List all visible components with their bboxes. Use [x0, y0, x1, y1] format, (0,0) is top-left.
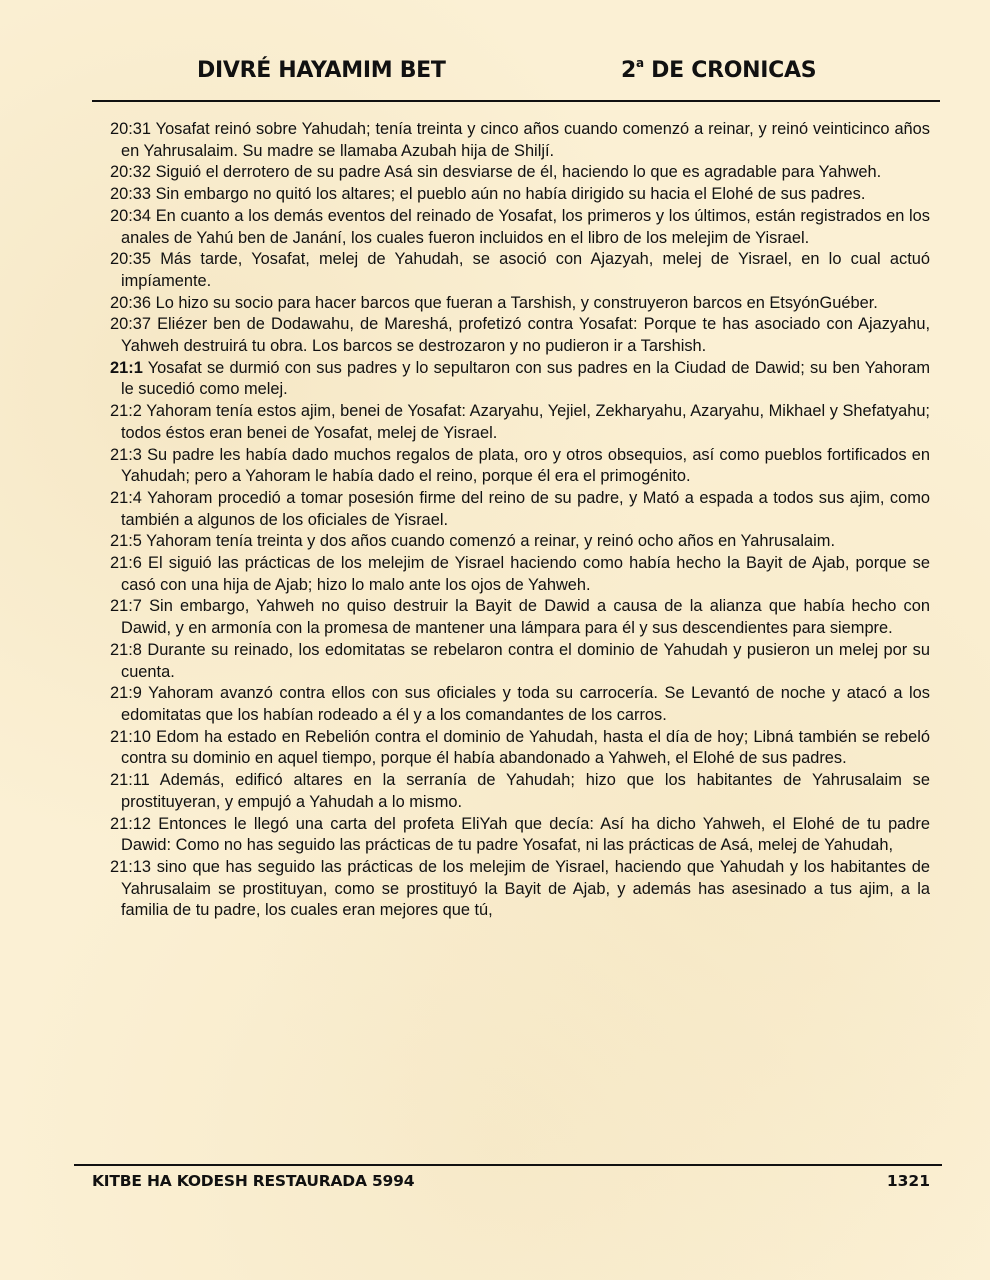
- verse-ref: 21:12: [110, 814, 152, 833]
- footer-publication: KITBE HA KODESH RESTAURADA 5994: [92, 1172, 415, 1190]
- verse: [110, 445, 930, 488]
- verse-ref: 20:33: [110, 185, 152, 204]
- book-number: 2: [621, 58, 637, 83]
- verse-text: Yosafat se durmió con sus padres y lo sepultaron con sus padres en la Ciudad de Dawid; su ben Yahoram le sucedió como melej.: [121, 358, 930, 399]
- footer-divider: [74, 1164, 942, 1166]
- verse: [110, 596, 930, 639]
- verse: [110, 553, 930, 596]
- verse: [110, 401, 930, 444]
- verse-text: Siguió el derrotero de su padre Asá sin desviarse de él, haciendo lo que es agradable para Yahweh.: [155, 163, 882, 182]
- book-title-hebrew: DIVRÉ HAYAMIM BET: [197, 58, 446, 83]
- verse-ref: 20:34: [110, 206, 152, 225]
- verse-ref: 20:35: [110, 250, 152, 269]
- verse-ref: 21:5: [110, 532, 142, 551]
- verse: [110, 162, 930, 184]
- book-title-rest: DE CRONICAS: [643, 58, 817, 83]
- verse-ref: 20:32: [110, 163, 152, 182]
- verse: [110, 206, 930, 249]
- verse-text: Sin embargo no quitó los altares; el pueblo aún no había dirigido su hacia el Elohé de sus padres.: [155, 185, 866, 204]
- book-title-spanish: [621, 58, 816, 83]
- verse-text: Yahoram tenía treinta y dos años cuando comenzó a reinar, y reinó ocho años en Yahrusalaim.: [146, 532, 835, 551]
- verse: [110, 770, 930, 813]
- verse-text: Yahoram tenía estos ajim, benei de Yosafat: Azaryahu, Yejiel, Zekharyahu, Azaryahu, Mikhael y Shefatyahu; todos éstos eran benei de Yosafat, melej de Yisrael.: [121, 402, 930, 442]
- verse-ref: 21:6: [110, 554, 142, 573]
- verse-text: Sin embargo, Yahweh no quiso destruir la Bayit de Dawid a causa de la alianza que había hecho con Dawid, y en armonía con la promesa de mantener una lámpara para él y sus descendientes para siempre.: [121, 597, 930, 638]
- header-divider: [92, 100, 940, 102]
- verse-text: Durante su reinado, los edomitatas se rebelaron contra el dominio de Yahudah y pusieron un melej por su cuenta.: [121, 640, 930, 681]
- verse: [110, 683, 930, 726]
- chapter-start-verse: [110, 358, 930, 401]
- verse-text: Entonces le llegó una carta del profeta EliYah que decía: Así ha dicho Yahweh, el Elohé de tu padre Dawid: Como no has seguido las prácticas de tu padre Yosafat, ni las prácticas de Asá, melej de Yahudah,: [121, 814, 930, 855]
- verse-text: Yahoram avanzó contra ellos con sus oficiales y toda su carrocería. Se Levantó de noche y atacó a los edomitatas que los habían rodeado a él y a los comandantes de los carros.: [121, 684, 930, 724]
- verse-list: [110, 119, 930, 922]
- verse-text: sino que has seguido las prácticas de los melejim de Yisrael, haciendo que Yahudah y los habitantes de Yahrusalaim se prostituyan, como se prostituyó la Bayit de Ajab, y además has asesinado a tus ajim, a la familia de tu padre, los cuales eran mejores que tú,: [121, 857, 930, 920]
- verse-ref: 21:4: [110, 488, 142, 507]
- verse-ref: 20:31: [110, 120, 152, 138]
- verse: [110, 184, 930, 206]
- verse-ref: 20:36: [110, 293, 152, 312]
- page-number: 1321: [886, 1172, 930, 1190]
- verse-ref: 21:9: [110, 684, 142, 703]
- verse: [110, 531, 930, 553]
- verse: [110, 119, 930, 162]
- verse-ref: 21:13: [110, 857, 152, 876]
- verse-ref: 21:3: [110, 445, 142, 464]
- verse: [110, 857, 930, 922]
- verse-text: Lo hizo su socio para hacer barcos que fueran a Tarshish, y construyeron barcos en EtsyónGuéber.: [155, 293, 878, 312]
- verse: [110, 293, 930, 315]
- verse-ref: 21:1: [110, 358, 143, 377]
- verse-text: Edom ha estado en Rebelión contra el dominio de Yahudah, hasta el día de hoy; Libná también se rebeló contra su dominio en aquel tiempo, porque él había abandonado a Yahweh, el Elohé de sus padres.: [121, 727, 930, 768]
- verse-text: Además, edificó altares en la serranía de Yahudah; hizo que los habitantes de Yahrusalaim se prostituyeran, y empujó a Yahudah a lo mismo.: [121, 771, 930, 811]
- verse-ref: 20:37: [110, 315, 152, 334]
- verse: [110, 640, 930, 683]
- verse: [110, 314, 930, 357]
- verse: [110, 249, 930, 292]
- verse-text: Su padre les había dado muchos regalos de plata, oro y otros obsequios, así como pueblos fortificados en Yahudah; pero a Yahoram le había dado el reino, porque él era el primogénito.: [121, 445, 930, 486]
- verse: [110, 814, 930, 857]
- verse-ref: 21:2: [110, 402, 142, 421]
- verse-text: En cuanto a los demás eventos del reinado de Yosafat, los primeros y los últimos, están registrados en los anales de Yahú ben de Janání, los cuales fueron incluidos en el libro de los melejim de Yisrael.: [121, 206, 930, 247]
- verse: [110, 488, 930, 531]
- verse-ref: 21:7: [110, 597, 142, 616]
- verse-text: El siguió las prácticas de los melejim de Yisrael haciendo como había hecho la Bayit de Ajab, porque se casó con una hija de Ajab; hizo lo malo ante los ojos de Yahweh.: [121, 554, 930, 594]
- verse-ref: 21:8: [110, 640, 142, 659]
- verse: [110, 727, 930, 770]
- verse-text: Yosafat reinó sobre Yahudah; tenía treinta y cinco años cuando comenzó a reinar, y reinó veinticinco años en Yahrusalaim. Su madre se llamaba Azubah hija de Shiljí.: [121, 120, 930, 160]
- verse-text: Más tarde, Yosafat, melej de Yahudah, se asoció con Ajazyah, melej de Yisrael, en lo cual actuó impíamente.: [121, 250, 930, 290]
- verse-ref: 21:10: [110, 727, 152, 746]
- ordinal-suffix: a: [636, 56, 644, 70]
- verse-text: Eliézer ben de Dodawahu, de Mareshá, profetizó contra Yosafat: Porque te has asociado con Ajazyahu, Yahweh destruirá tu obra. Los barcos se destrozaron y no pudieron ir a Tarshish.: [121, 315, 930, 356]
- verse-ref: 21:11: [110, 771, 150, 790]
- page-header: [0, 58, 990, 92]
- verse-text: Yahoram procedió a tomar posesión firme del reino de su padre, y Mató a espada a todos sus ajim, como también a algunos de los oficiales de Yisrael.: [121, 488, 930, 529]
